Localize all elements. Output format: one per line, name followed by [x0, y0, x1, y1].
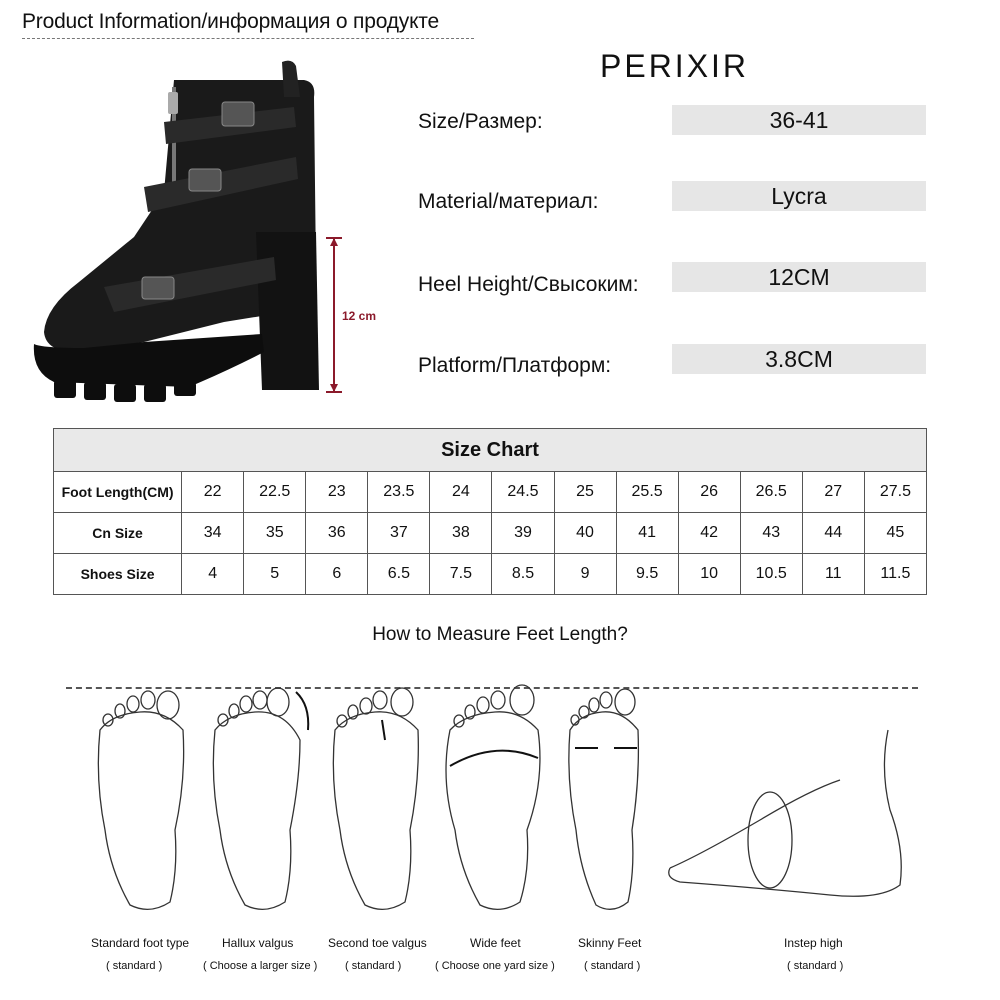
table-row [54, 472, 927, 513]
table-cell: 24 [430, 472, 492, 513]
foot-label-instep-high: Instep high [784, 936, 843, 950]
size-chart-table [53, 428, 927, 595]
table-cell: 25 [554, 472, 616, 513]
boot-image [24, 52, 394, 412]
table-cell: 34 [182, 513, 244, 554]
foot-note-skinny: ( standard ) [584, 960, 641, 972]
measure-title: How to Measure Feet Length? [372, 624, 628, 645]
table-cell: 25.5 [616, 472, 678, 513]
size-chart-title: Size Chart [54, 429, 927, 472]
spec-label-material: Material/материал: [418, 190, 599, 213]
table-cell: 24.5 [492, 472, 554, 513]
spec-label-platform: Platform/Платформ: [418, 354, 612, 377]
table-cell: 38 [430, 513, 492, 554]
table-cell: 22 [182, 472, 244, 513]
brand-name: PERIXIR [600, 48, 750, 84]
table-cell: 27 [802, 472, 864, 513]
table-row [54, 513, 927, 554]
spec-label-heel-height: Heel Height/Свысоким: [418, 273, 639, 296]
table-cell: 27.5 [864, 472, 926, 513]
table-cell: 6.5 [368, 554, 430, 595]
table-cell: 11.5 [864, 554, 926, 595]
foot-note-hallux-valgus: ( Choose a larger size ) [203, 960, 318, 972]
table-cell: 41 [616, 513, 678, 554]
table-cell: 43 [740, 513, 802, 554]
heel-height-annotation: 12 cm [342, 309, 377, 323]
foot-label-wide: Wide feet [470, 936, 521, 950]
table-row [54, 554, 927, 595]
foot-second-toe-valgus-icon [333, 688, 418, 909]
foot-note-wide: ( Choose one yard size ) [435, 960, 555, 972]
header-divider [22, 38, 474, 39]
table-cell: 11 [802, 554, 864, 595]
foot-wide-icon [446, 685, 540, 909]
page-title: Product Information/информация о продукте [22, 10, 439, 33]
foot-skinny-icon [569, 689, 639, 909]
table-cell: 23.5 [368, 472, 430, 513]
table-cell: 10.5 [740, 554, 802, 595]
foot-label-skinny: Skinny Feet [578, 936, 642, 950]
table-cell: 10 [678, 554, 740, 595]
row-label-cn-size: Cn Size [54, 513, 182, 554]
table-cell: 5 [244, 554, 306, 595]
foot-label-standard: Standard foot type [91, 936, 190, 950]
table-cell: 22.5 [244, 472, 306, 513]
table-cell: 42 [678, 513, 740, 554]
table-cell: 39 [492, 513, 554, 554]
foot-label-second-toe-valgus: Second toe valgus [328, 936, 427, 950]
size-chart-body [54, 472, 927, 595]
spec-value-material: Lycra [672, 181, 926, 211]
table-cell: 45 [864, 513, 926, 554]
table-cell: 7.5 [430, 554, 492, 595]
table-cell: 6 [306, 554, 368, 595]
spec-value-size: 36-41 [672, 105, 926, 135]
foot-label-hallux-valgus: Hallux valgus [222, 936, 294, 950]
row-label-foot-length: Foot Length(CM) [54, 472, 182, 513]
spec-value-platform: 3.8CM [672, 344, 926, 374]
table-cell: 37 [368, 513, 430, 554]
table-cell: 23 [306, 472, 368, 513]
table-cell: 9 [554, 554, 616, 595]
table-cell: 26 [678, 472, 740, 513]
table-cell: 9.5 [616, 554, 678, 595]
table-cell: 36 [306, 513, 368, 554]
foot-note-second-toe-valgus: ( standard ) [345, 960, 402, 972]
spec-value-heel-height: 12CM [672, 262, 926, 292]
table-cell: 40 [554, 513, 616, 554]
spec-label-size: Size/Размер: [418, 110, 543, 133]
table-cell: 4 [182, 554, 244, 595]
foot-illustrations [0, 670, 1000, 920]
foot-note-standard: ( standard ) [106, 960, 163, 972]
table-cell: 44 [802, 513, 864, 554]
table-cell: 26.5 [740, 472, 802, 513]
foot-note-instep-high: ( standard ) [787, 960, 844, 972]
table-cell: 8.5 [492, 554, 554, 595]
foot-standard-icon [98, 691, 183, 909]
foot-hallux-valgus-icon [213, 688, 308, 909]
foot-instep-high-icon [669, 730, 902, 896]
table-cell: 35 [244, 513, 306, 554]
row-label-shoes-size: Shoes Size [54, 554, 182, 595]
